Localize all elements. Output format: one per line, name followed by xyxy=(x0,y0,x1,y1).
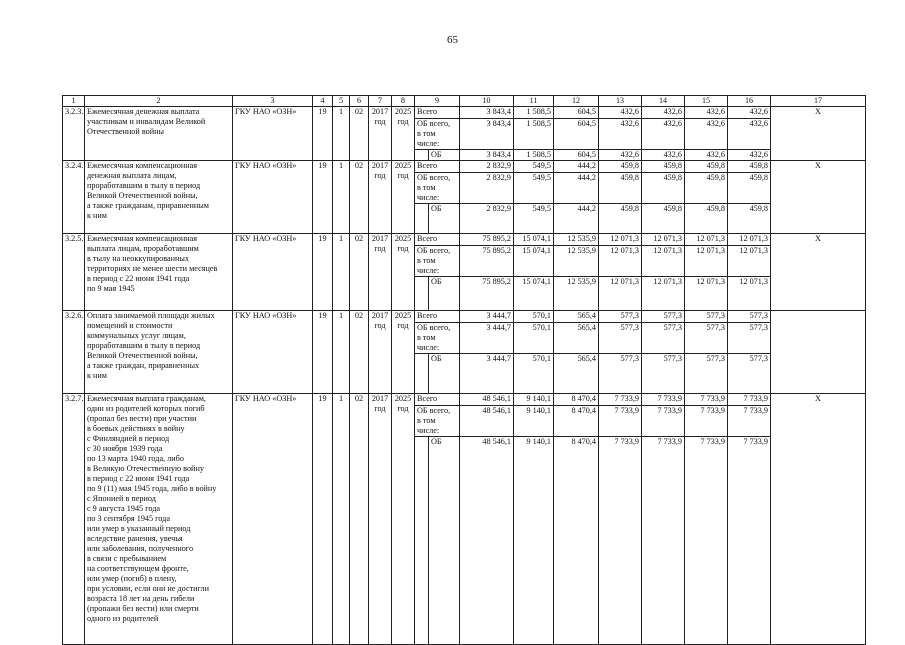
column-header: 11 xyxy=(514,96,554,107)
amount-cell: 15 074,1 xyxy=(514,246,554,277)
column-header: 6 xyxy=(350,96,369,107)
start-year: 2017 год xyxy=(369,107,392,161)
amount-cell: 3 444,7 xyxy=(460,354,514,394)
funding-source-label: ОБ всего, в том числе: xyxy=(415,173,460,204)
funding-source-label: ОБ xyxy=(429,150,460,161)
column-17-cell: X xyxy=(771,107,866,161)
funding-source-label: ОБ xyxy=(429,277,460,311)
amount-cell: 577,3 xyxy=(728,323,771,354)
spacer-cell xyxy=(415,277,429,311)
amount-cell: 565,4 xyxy=(554,354,599,394)
amount-cell: 577,3 xyxy=(599,311,642,323)
amount-cell: 12 071,3 xyxy=(599,277,642,311)
column-header: 2 xyxy=(85,96,233,107)
column-header: 3 xyxy=(233,96,313,107)
amount-cell: 577,3 xyxy=(599,323,642,354)
amount-cell: 12 071,3 xyxy=(685,246,728,277)
amount-cell: 3 444,7 xyxy=(460,323,514,354)
row-number: 3.2.3. xyxy=(63,107,85,161)
amount-cell: 8 470,4 xyxy=(554,406,599,437)
executor: ГКУ НАО «ОЗН» xyxy=(233,161,313,234)
table-cell: 19 xyxy=(313,311,333,394)
executor: ГКУ НАО «ОЗН» xyxy=(233,394,313,645)
amount-cell: 7 733,9 xyxy=(599,437,642,645)
amount-cell: 549,5 xyxy=(514,173,554,204)
table-cell: 19 xyxy=(313,394,333,645)
amount-cell: 12 071,3 xyxy=(599,234,642,246)
table-row xyxy=(63,311,866,323)
amount-cell: 604,5 xyxy=(554,107,599,119)
amount-cell: 432,6 xyxy=(685,150,728,161)
funding-source-label: Всего xyxy=(415,234,460,246)
amount-cell: 459,8 xyxy=(599,161,642,173)
amount-cell: 7 733,9 xyxy=(685,437,728,645)
amount-cell: 432,6 xyxy=(599,107,642,119)
measure-description: Ежемесячная выплата гражданам, один из родителей которых погиб (пропал без вести) при участии в боевых действиях в войну с Финляндией в период с 30 ноября 1939 года по 13 марта 1940 года, либо в Великую Отечественную войну в период с 22 июня 1941 года по 9 (11) мая 1945 года, либо в войну с Японией в период с 9 августа 1945 года по 3 сентября 1945 года или умер в указанный период вследствие ранения, увечья или заболевания, полученного в связи с пребыванием на соответствующем фронте, или умер (погиб) в плену, при условии, если они не достигли возраста 18 лет на день гибели (пропажи без вести) или смерти одного из родителей xyxy=(85,394,233,645)
start-year: 2017 год xyxy=(369,311,392,394)
table-cell: 02 xyxy=(350,234,369,311)
program-table xyxy=(62,95,866,645)
amount-cell: 3 843,4 xyxy=(460,150,514,161)
amount-cell: 7 733,9 xyxy=(728,406,771,437)
amount-cell: 432,6 xyxy=(728,119,771,150)
funding-source-label: Всего xyxy=(415,107,460,119)
amount-cell: 459,8 xyxy=(599,173,642,204)
measure-description: Ежемесячная компенсационная денежная выплата лицам, проработавшим в тылу в период Великой Отечественной войны, а также гражданам, приравненным к ним xyxy=(85,161,233,234)
table-cell: 19 xyxy=(313,161,333,234)
amount-cell: 7 733,9 xyxy=(685,394,728,406)
amount-cell: 577,3 xyxy=(685,311,728,323)
table-cell: 02 xyxy=(350,161,369,234)
amount-cell: 565,4 xyxy=(554,311,599,323)
amount-cell: 459,8 xyxy=(685,204,728,234)
table-cell: 1 xyxy=(333,161,350,234)
amount-cell: 15 074,1 xyxy=(514,277,554,311)
executor: ГКУ НАО «ОЗН» xyxy=(233,234,313,311)
amount-cell: 432,6 xyxy=(642,107,685,119)
executor: ГКУ НАО «ОЗН» xyxy=(233,107,313,161)
table-cell: 02 xyxy=(350,394,369,645)
amount-cell: 75 895,2 xyxy=(460,246,514,277)
row-number: 3.2.5. xyxy=(63,234,85,311)
spacer-cell xyxy=(415,150,429,161)
amount-cell: 577,3 xyxy=(685,323,728,354)
measure-description: Ежемесячная компенсационная выплата лицам, проработавшим в тылу на неоккупированных территориях не менее шести месяцев в период с 22 июня 1941 года по 9 мая 1945 xyxy=(85,234,233,311)
amount-cell: 3 843,4 xyxy=(460,107,514,119)
amount-cell: 570,1 xyxy=(514,311,554,323)
funding-source-label: Всего xyxy=(415,311,460,323)
amount-cell: 12 071,3 xyxy=(728,246,771,277)
amount-cell: 549,5 xyxy=(514,204,554,234)
amount-cell: 7 733,9 xyxy=(728,394,771,406)
column-header: 7 xyxy=(369,96,392,107)
column-header: 17 xyxy=(771,96,866,107)
table-row xyxy=(63,107,866,119)
end-year: 2025 год xyxy=(392,107,415,161)
table-row xyxy=(63,394,866,406)
amount-cell: 12 071,3 xyxy=(642,246,685,277)
amount-cell: 432,6 xyxy=(728,107,771,119)
amount-cell: 444,2 xyxy=(554,204,599,234)
amount-cell: 12 535,9 xyxy=(554,246,599,277)
amount-cell: 577,3 xyxy=(642,323,685,354)
amount-cell: 459,8 xyxy=(728,204,771,234)
amount-cell: 444,2 xyxy=(554,161,599,173)
start-year: 2017 год xyxy=(369,161,392,234)
amount-cell: 2 832,9 xyxy=(460,161,514,173)
amount-cell: 577,3 xyxy=(599,354,642,394)
amount-cell: 432,6 xyxy=(728,150,771,161)
table-cell: 1 xyxy=(333,311,350,394)
amount-cell: 12 071,3 xyxy=(642,234,685,246)
column-17-cell: X xyxy=(771,394,866,645)
amount-cell: 432,6 xyxy=(599,150,642,161)
amount-cell: 1 508,5 xyxy=(514,107,554,119)
amount-cell: 459,8 xyxy=(642,161,685,173)
amount-cell: 3 444,7 xyxy=(460,311,514,323)
amount-cell: 459,8 xyxy=(642,173,685,204)
table-row xyxy=(63,234,866,246)
column-17-cell xyxy=(771,311,866,394)
amount-cell: 3 843,4 xyxy=(460,119,514,150)
amount-cell: 7 733,9 xyxy=(599,406,642,437)
amount-cell: 459,8 xyxy=(642,204,685,234)
amount-cell: 12 071,3 xyxy=(685,234,728,246)
amount-cell: 459,8 xyxy=(599,204,642,234)
measure-description: Ежемесячная денежная выплата участникам и инвалидам Великой Отечественной войны xyxy=(85,107,233,161)
measure-description: Оплата занимаемой площади жилых помещений и стоимости коммунальных услуг лицам, проработавшим в тылу в период Великой Отечественной войны, а также граждан, приравненных к ним xyxy=(85,311,233,394)
amount-cell: 2 832,9 xyxy=(460,173,514,204)
amount-cell: 12 071,3 xyxy=(642,277,685,311)
amount-cell: 577,3 xyxy=(728,354,771,394)
column-number-row xyxy=(63,96,866,107)
amount-cell: 577,3 xyxy=(728,311,771,323)
amount-cell: 577,3 xyxy=(685,354,728,394)
funding-source-label: ОБ всего, в том числе: xyxy=(415,246,460,277)
page-number: 65 xyxy=(447,34,458,46)
column-header: 8 xyxy=(392,96,415,107)
amount-cell: 7 733,9 xyxy=(642,437,685,645)
amount-cell: 604,5 xyxy=(554,119,599,150)
funding-source-label: ОБ всего, в том числе: xyxy=(415,323,460,354)
table-cell: 1 xyxy=(333,107,350,161)
amount-cell: 9 140,1 xyxy=(514,406,554,437)
amount-cell: 459,8 xyxy=(728,173,771,204)
amount-cell: 1 508,5 xyxy=(514,150,554,161)
spacer-cell xyxy=(415,204,429,234)
spacer-cell xyxy=(415,437,429,645)
row-number: 3.2.6. xyxy=(63,311,85,394)
amount-cell: 432,6 xyxy=(685,107,728,119)
amount-cell: 12 071,3 xyxy=(728,234,771,246)
table-cell: 19 xyxy=(313,107,333,161)
column-17-cell: X xyxy=(771,161,866,234)
table-cell: 19 xyxy=(313,234,333,311)
spacer-cell xyxy=(415,354,429,394)
start-year: 2017 год xyxy=(369,394,392,645)
end-year: 2025 год xyxy=(392,234,415,311)
end-year: 2025 год xyxy=(392,161,415,234)
column-header: 4 xyxy=(313,96,333,107)
funding-source-label: ОБ всего, в том числе: xyxy=(415,406,460,437)
funding-source-label: Всего xyxy=(415,394,460,406)
amount-cell: 577,3 xyxy=(642,311,685,323)
amount-cell: 432,6 xyxy=(642,150,685,161)
funding-source-label: Всего xyxy=(415,161,460,173)
amount-cell: 12 535,9 xyxy=(554,234,599,246)
amount-cell: 565,4 xyxy=(554,323,599,354)
table-cell: 1 xyxy=(333,394,350,645)
amount-cell: 12 535,9 xyxy=(554,277,599,311)
executor: ГКУ НАО «ОЗН» xyxy=(233,311,313,394)
amount-cell: 15 074,1 xyxy=(514,234,554,246)
amount-cell: 432,6 xyxy=(685,119,728,150)
table-cell: 02 xyxy=(350,311,369,394)
column-header: 13 xyxy=(599,96,642,107)
column-header: 5 xyxy=(333,96,350,107)
row-number: 3.2.7. xyxy=(63,394,85,645)
end-year: 2025 год xyxy=(392,311,415,394)
column-header: 14 xyxy=(642,96,685,107)
column-header: 16 xyxy=(728,96,771,107)
table-row xyxy=(63,161,866,173)
end-year: 2025 год xyxy=(392,394,415,645)
amount-cell: 75 895,2 xyxy=(460,234,514,246)
amount-cell: 48 546,1 xyxy=(460,437,514,645)
amount-cell: 432,6 xyxy=(599,119,642,150)
amount-cell: 48 546,1 xyxy=(460,394,514,406)
column-header: 1 xyxy=(63,96,85,107)
amount-cell: 459,8 xyxy=(685,173,728,204)
amount-cell: 604,5 xyxy=(554,150,599,161)
funding-source-label: ОБ xyxy=(429,204,460,234)
row-number: 3.2.4. xyxy=(63,161,85,234)
amount-cell: 12 071,3 xyxy=(599,246,642,277)
start-year: 2017 год xyxy=(369,234,392,311)
amount-cell: 7 733,9 xyxy=(642,406,685,437)
amount-cell: 48 546,1 xyxy=(460,406,514,437)
amount-cell: 7 733,9 xyxy=(685,406,728,437)
amount-cell: 75 895,2 xyxy=(460,277,514,311)
amount-cell: 459,8 xyxy=(685,161,728,173)
amount-cell: 7 733,9 xyxy=(599,394,642,406)
amount-cell: 432,6 xyxy=(642,119,685,150)
amount-cell: 570,1 xyxy=(514,354,554,394)
amount-cell: 444,2 xyxy=(554,173,599,204)
column-header: 15 xyxy=(685,96,728,107)
column-header: 9 xyxy=(415,96,460,107)
amount-cell: 8 470,4 xyxy=(554,394,599,406)
table-cell: 1 xyxy=(333,234,350,311)
amount-cell: 9 140,1 xyxy=(514,394,554,406)
column-17-cell: X xyxy=(771,234,866,311)
amount-cell: 12 071,3 xyxy=(685,277,728,311)
funding-source-label: ОБ xyxy=(429,437,460,645)
column-header: 10 xyxy=(460,96,514,107)
amount-cell: 1 508,5 xyxy=(514,119,554,150)
column-header: 12 xyxy=(554,96,599,107)
amount-cell: 570,1 xyxy=(514,323,554,354)
amount-cell: 7 733,9 xyxy=(642,394,685,406)
amount-cell: 7 733,9 xyxy=(728,437,771,645)
amount-cell: 459,8 xyxy=(728,161,771,173)
funding-source-label: ОБ xyxy=(429,354,460,394)
amount-cell: 9 140,1 xyxy=(514,437,554,645)
amount-cell: 12 071,3 xyxy=(728,277,771,311)
table-cell: 02 xyxy=(350,107,369,161)
funding-source-label: ОБ всего, в том числе: xyxy=(415,119,460,150)
amount-cell: 8 470,4 xyxy=(554,437,599,645)
amount-cell: 577,3 xyxy=(642,354,685,394)
amount-cell: 549,5 xyxy=(514,161,554,173)
amount-cell: 2 832,9 xyxy=(460,204,514,234)
